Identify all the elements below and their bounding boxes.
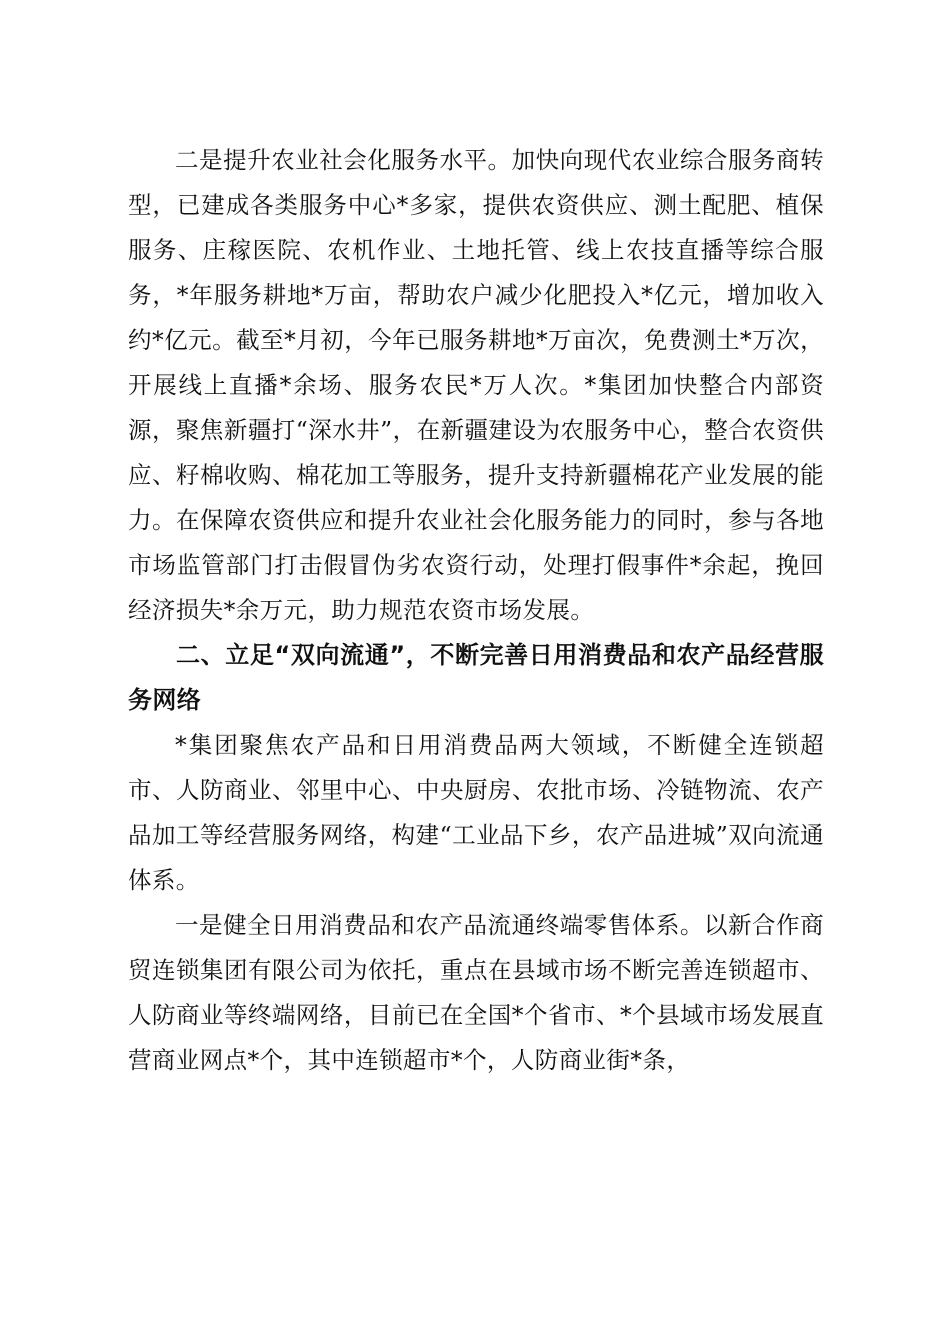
paragraph-lead: 二是提升农业社会化服务水平。 bbox=[175, 146, 512, 174]
paragraph-agricultural-services bbox=[128, 138, 824, 633]
paragraph-text: 以新合作商贸连锁集团有限公司为依托，重点在县域市场不断完善连锁超市、人防商业等终端网络，目前已在全国*个省市、*个县域市场发展直营商业网点*个，其中连锁超市*个，人防商业街*条， bbox=[128, 911, 824, 1074]
paragraph-dual-circulation: *集团聚焦农产品和日用消费品两大领域，不断健全连锁超市、人防商业、邻里中心、中央厨房、农批市场、冷链物流、农产品加工等经营服务网络，构建“工业品下乡，农产品进城”双向流通体系。 bbox=[128, 731, 824, 894]
paragraph-text: 加快向现代农业综合服务商转型，已建成各类服务中心*多家，提供农资供应、测土配肥、植保服务、庄稼医院、农机作业、土地托管、线上农技直播等综合服务，*年服务耕地*万亩，帮助农户减少化肥投入*亿元，增加收入约*亿元。截至*月初，今年已服务耕地*万亩次，免费测土*万次，开展线上直播*余场、服务农民*万人次。*集团加快整合内部资源，聚焦新疆打“深水井”，在新疆建设为农服务中心，整合农资供应、籽棉收购、棉花加工等服务，提升支持新疆棉花产业发展的能力。在保障农资供应和提升农业社会化服务能力的同时，参与各地市场监管部门打击假冒伪劣农资行动，处理打假事件*余起，挽回经济损失*余万元，助力规范农资市场发展。 bbox=[128, 146, 824, 624]
paragraph-retail-system bbox=[128, 903, 824, 1083]
paragraph-lead: 一是健全日用消费品和农产品流通终端零售体系。 bbox=[175, 911, 704, 939]
document-body bbox=[128, 138, 824, 1083]
section-heading: 二、立足“双向流通”，不断完善日用消费品和农产品经营服务网络 bbox=[128, 641, 824, 714]
